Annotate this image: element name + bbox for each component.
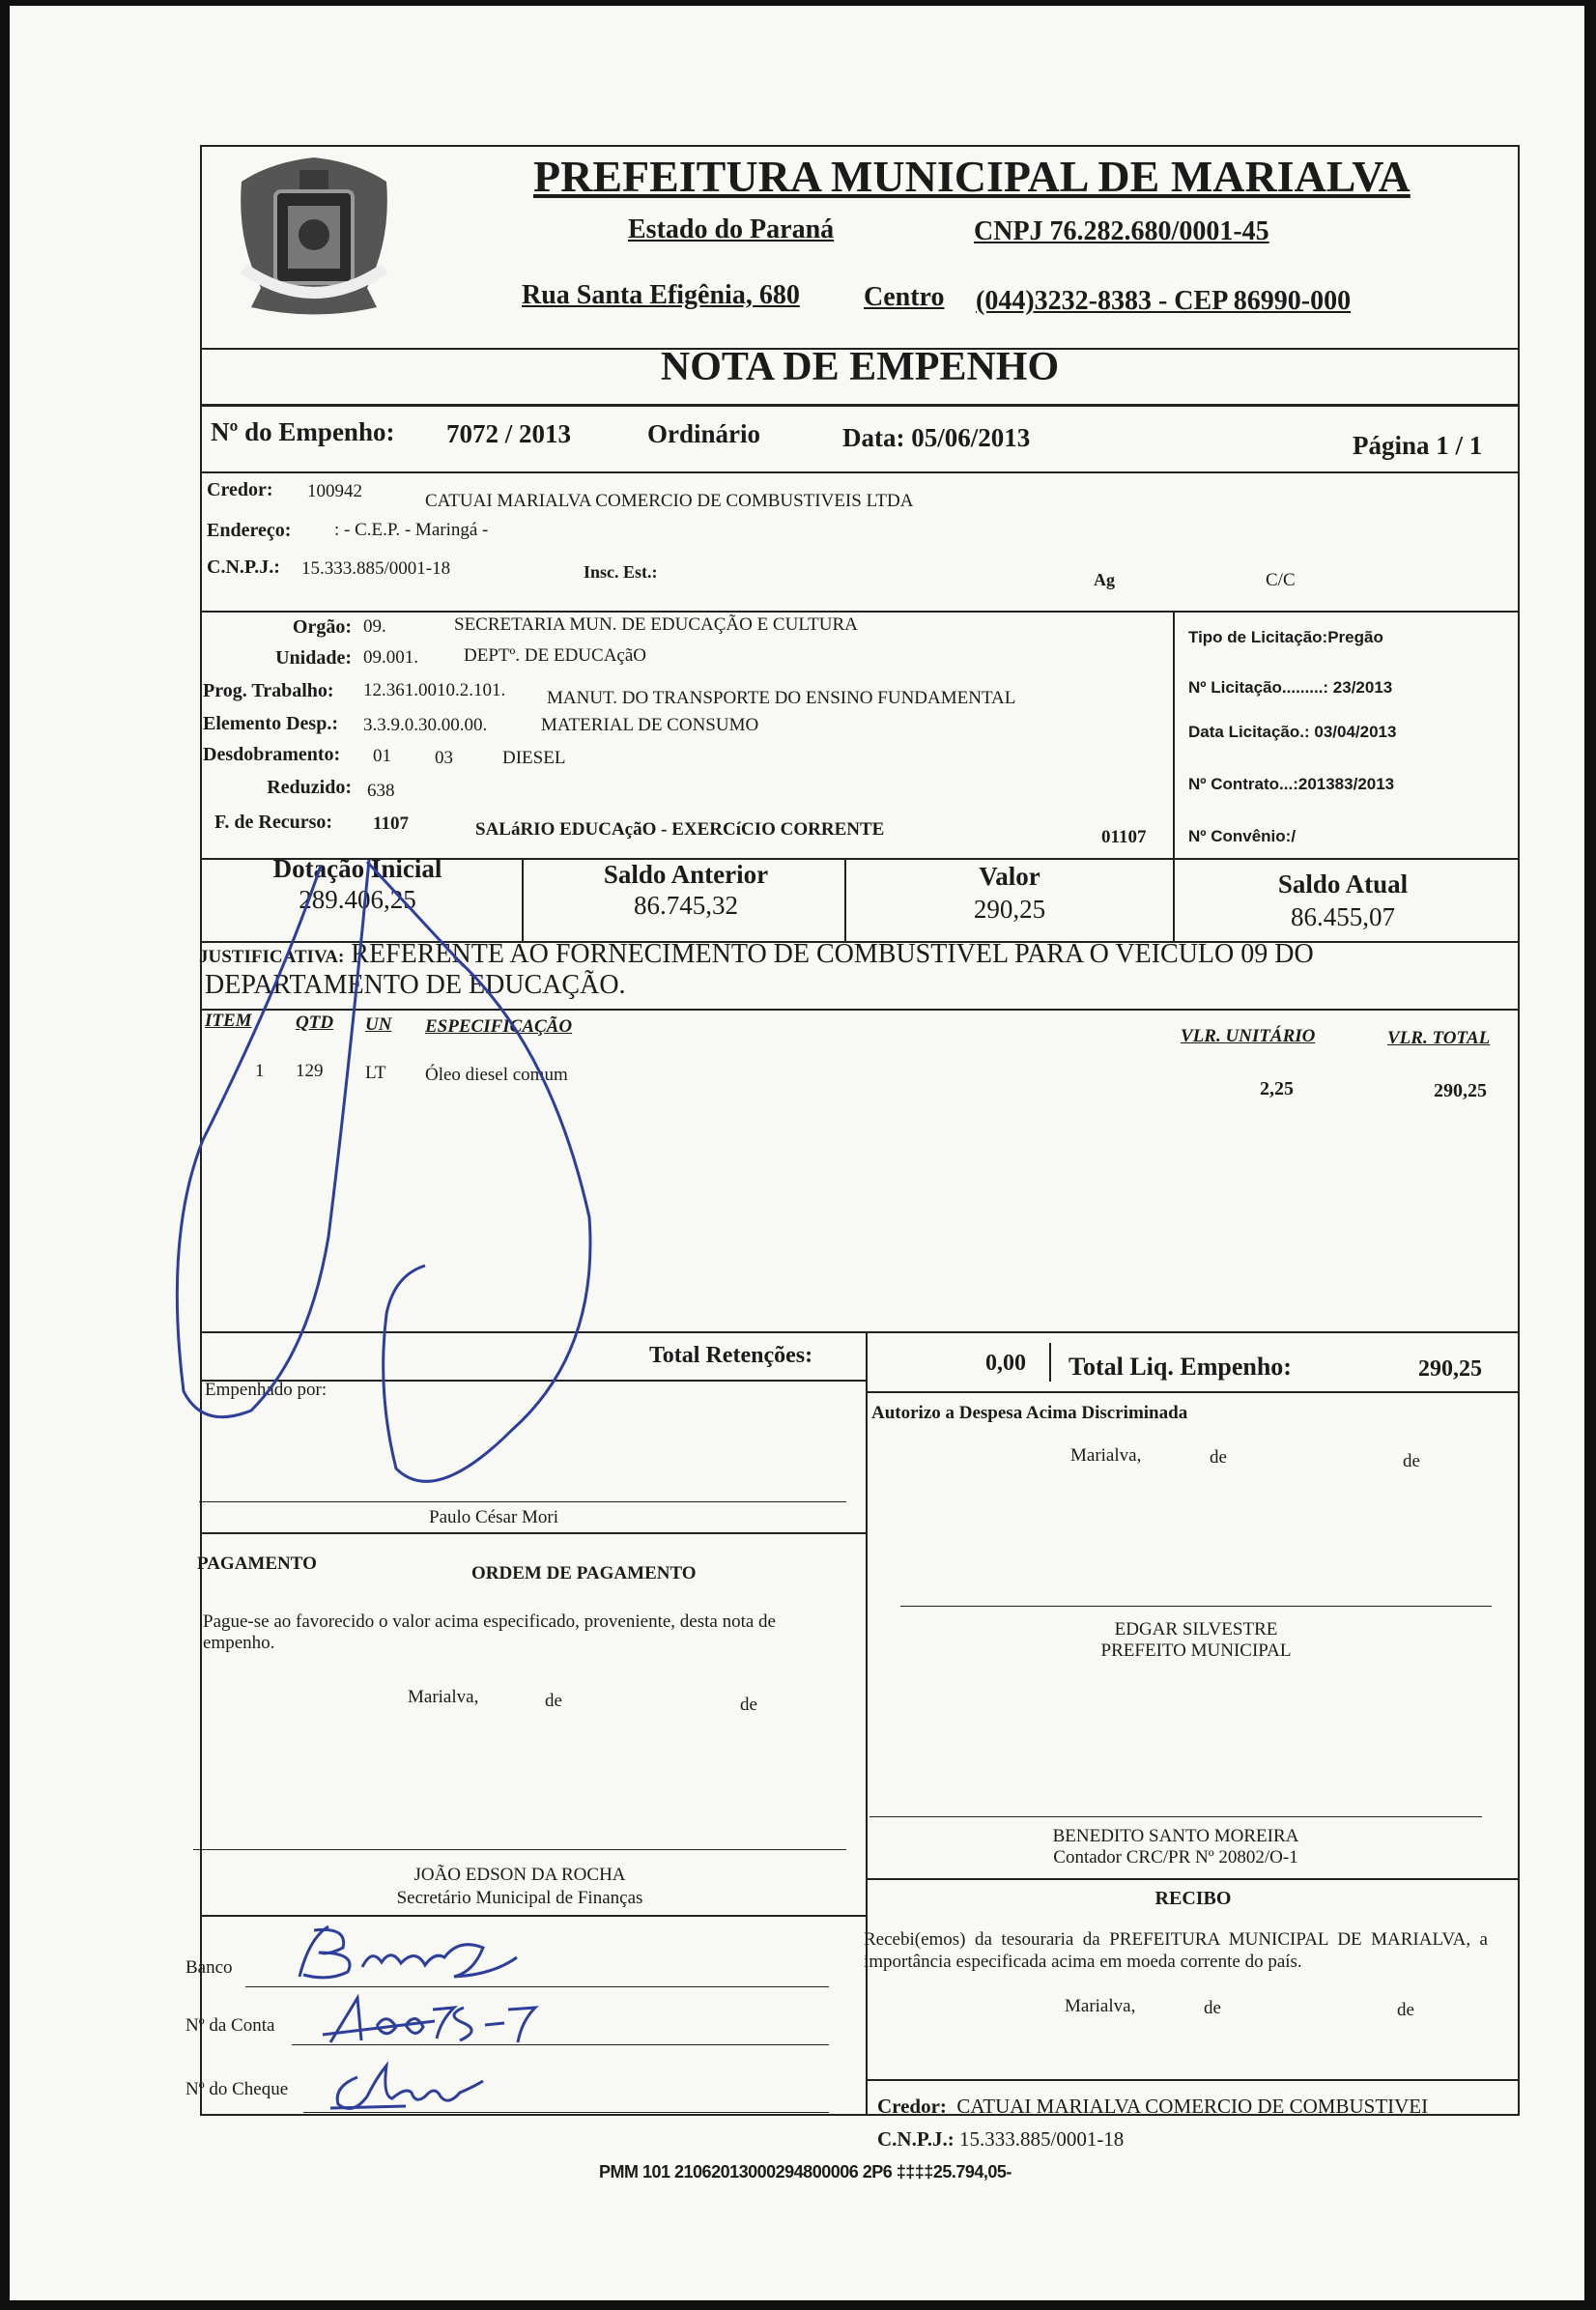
valor-value: 290,25: [973, 895, 1046, 924]
recibo-credor-name: CATUAI MARIALVA COMERCIO DE COMBUSTIVEI: [956, 2095, 1429, 2118]
recibo-credor-label: Credor:: [877, 2095, 947, 2118]
desdobramento-a: 01: [373, 746, 391, 766]
address-value: : - C.E.P. - Maringá -: [334, 520, 489, 540]
empenho-date: Data: 05/06/2013: [842, 423, 1031, 452]
saldo-atual-label: Saldo Atual: [1277, 870, 1409, 898]
saldo-atual-value: 86.455,07: [1291, 902, 1395, 931]
prefeito-role: PREFEITO MUNICIPAL: [1100, 1640, 1292, 1661]
recibo-title: RECIBO: [1154, 1888, 1232, 1909]
credor-code: 100942: [307, 481, 362, 501]
credor-label: Credor:: [207, 479, 273, 500]
justificativa-text-1: REFERENTE AO FORNECIMENTO DE COMBUSTIVEL PARA O VEICULO 09 DO: [351, 939, 1314, 969]
banco-line: [245, 1986, 829, 1987]
reduzido-code: 638: [367, 781, 395, 801]
credor-name: CATUAI MARIALVA COMERCIO DE COMBUSTIVEIS LTDA: [425, 491, 914, 511]
ink-strike-mark: [145, 850, 647, 1546]
convenio-number: Nº Convênio:/: [1188, 827, 1297, 845]
pagamento-de-1: de: [545, 1691, 562, 1711]
prog-name: MANUT. DO TRANSPORTE DO ENSINO FUNDAMENTAL: [547, 688, 1016, 708]
contador-role: Contador CRC/PR Nº 20802/O-1: [1053, 1847, 1298, 1868]
document-title: NOTA DE EMPENHO: [660, 345, 1060, 389]
elemento-code: 3.3.9.0.30.00.00.: [363, 715, 488, 735]
liquido-value: 290,25: [1418, 1356, 1482, 1382]
licitacao-numero: Nº Licitação.........: 23/2013: [1188, 678, 1393, 697]
recibo-cnpj: 15.333.885/0001-18: [958, 2127, 1125, 2151]
empenho-number-label: Nº do Empenho:: [211, 417, 395, 446]
divider: [200, 404, 1520, 407]
column-divider: [1049, 1343, 1051, 1382]
recibo-city: Marialva,: [1065, 1996, 1136, 2016]
divider: [867, 2079, 1520, 2081]
municipal-seal: [232, 153, 396, 322]
scan-edge-bottom: [0, 2300, 1596, 2310]
credor-cnpj: 15.333.885/0001-18: [301, 558, 451, 579]
pagamento-de-2: de: [740, 1695, 757, 1715]
handwritten-banco: [290, 1919, 522, 1986]
divider: [200, 471, 1520, 473]
column-divider: [1173, 611, 1175, 860]
recurso-code: 1107: [373, 813, 409, 834]
prefeito-name: EDGAR SILVESTRE: [1114, 1619, 1278, 1640]
retencoes-label: Total Retenções:: [649, 1343, 813, 1368]
col-especificacao: ESPECIFICAÇÃO: [425, 1016, 573, 1037]
desdobramento-name: DIESEL: [502, 748, 566, 768]
desdobramento-b: 03: [435, 748, 453, 768]
contrato-number: Nº Contrato...:201383/2013: [1188, 775, 1395, 793]
agency-label: Ag: [1094, 570, 1115, 589]
orgao-label: Orgão:: [292, 616, 352, 638]
justificativa-label: JUSTIFICATIVA:: [199, 947, 345, 967]
recibo-cnpj-line: [877, 2127, 1124, 2152]
recibo-credor-line: [877, 2095, 1428, 2119]
licitacao-tipo: Tipo de Licitação:Pregão: [1188, 628, 1383, 646]
recibo-de-2: de: [1397, 2000, 1414, 2020]
desdobramento-label: Desdobramento:: [203, 744, 341, 765]
row-vlr-total: 290,25: [1434, 1080, 1487, 1101]
divider: [867, 1391, 1520, 1393]
row-item: 1: [255, 1061, 265, 1081]
signature-line: [193, 1849, 846, 1850]
city-hall-cnpj: CNPJ 76.282.680/0001-45: [974, 216, 1269, 246]
secretario-name: JOÃO EDSON DA ROCHA: [413, 1865, 626, 1885]
divider: [200, 611, 1520, 613]
ordem-pagamento-title: ORDEM DE PAGAMENTO: [471, 1563, 697, 1583]
unidade-code: 09.001.: [363, 647, 418, 668]
prog-code: 12.361.0010.2.101.: [363, 680, 506, 700]
handwritten-cheque: [328, 2058, 493, 2116]
scan-edge-top: [0, 0, 1596, 6]
prog-label: Prog. Trabalho:: [203, 680, 334, 701]
district: Centro: [864, 282, 945, 312]
col-vlr-total: VLR. TOTAL: [1387, 1028, 1491, 1048]
recurso-name: SALáRIO EDUCAçãO - EXERCíCIO CORRENTE: [475, 819, 885, 840]
cheque-label: Nº do Cheque: [185, 2079, 289, 2099]
insc-est-label: Insc. Est.:: [584, 562, 658, 582]
row-qtd: 129: [296, 1061, 324, 1081]
recurso-label: F. de Recurso:: [214, 812, 333, 833]
phone-cep: (044)3232-8383 - CEP 86990-000: [976, 286, 1352, 316]
page-number: Página 1 / 1: [1353, 431, 1483, 460]
credor-cnpj-label: C.N.P.J.:: [207, 556, 280, 578]
elemento-label: Elemento Desp.:: [203, 713, 338, 734]
saldo-anterior-label: Saldo Anterior: [603, 860, 769, 889]
contador-name: BENEDITO SANTO MOREIRA: [1052, 1826, 1299, 1846]
empenhado-name: Paulo César Mori: [429, 1507, 559, 1527]
account-label: C/C: [1266, 570, 1296, 590]
divider: [867, 1878, 1520, 1880]
dotacao-label: Dotação Inicial: [272, 854, 442, 883]
autorizo-title: Autorizo a Despesa Acima Discriminada: [871, 1403, 1188, 1423]
empenhado-label: Empenhado por:: [205, 1380, 328, 1400]
signature-line: [900, 1606, 1492, 1607]
unidade-label: Unidade:: [275, 647, 352, 669]
recibo-de-1: de: [1204, 1998, 1221, 2018]
unidade-name: DEPTº. DE EDUCAçãO: [464, 645, 646, 666]
row-especificacao: Óleo diesel comum: [425, 1065, 568, 1085]
autorizo-de-2: de: [1403, 1451, 1420, 1471]
orgao-code: 09.: [363, 616, 386, 637]
address-label: Endereço:: [207, 520, 292, 541]
liquido-label: Total Liq. Empenho:: [1069, 1353, 1292, 1381]
pagamento-text: Pague-se ao favorecido o valor acima especificado, proveniente, desta nota de empenho.: [203, 1611, 776, 1653]
column-divider: [866, 1331, 868, 1393]
retencoes-value: 0,00: [985, 1351, 1026, 1376]
column-divider: [1173, 858, 1175, 941]
column-divider: [844, 858, 846, 941]
conta-label: Nº da Conta: [185, 2015, 275, 2036]
handwritten-conta: [319, 1992, 541, 2050]
autorizo-de-1: de: [1210, 1447, 1227, 1468]
street-address: Rua Santa Efigênia, 680: [522, 280, 800, 310]
signature-line: [869, 1816, 1482, 1817]
state-label: Estado do Paraná: [628, 214, 835, 244]
pagamento-label: PAGAMENTO: [197, 1554, 317, 1574]
col-un: UN: [365, 1014, 392, 1035]
col-qtd: QTD: [296, 1012, 334, 1033]
pagamento-city: Marialva,: [408, 1687, 479, 1707]
row-vlr-unitario: 2,25: [1260, 1078, 1294, 1099]
reduzido-label: Reduzido:: [267, 777, 352, 798]
scan-edge-right: [1584, 0, 1596, 2310]
scan-edge-left: [0, 0, 10, 2310]
justificativa-text-2: DEPARTAMENTO DE EDUCAÇÃO.: [205, 970, 626, 1000]
col-item: ITEM: [205, 1011, 252, 1031]
empenho-type: Ordinário: [647, 419, 761, 448]
recibo-cnpj-label: C.N.P.J.:: [877, 2127, 955, 2151]
secretario-role: Secretário Municipal de Finanças: [396, 1888, 643, 1908]
city-hall-title: PREFEITURA MUNICIPAL DE MARIALVA: [533, 152, 1411, 201]
elemento-name: MATERIAL DE CONSUMO: [541, 715, 759, 735]
footer-code: PMM 101 21062013000294800006 2P6 ‡‡‡‡25.794,05-: [599, 2162, 1012, 2182]
dotacao-value: 289.406,25: [299, 885, 416, 914]
banco-label: Banco: [185, 1957, 233, 1978]
valor-label: Valor: [979, 862, 1040, 891]
col-vlr-unitario: VLR. UNITÁRIO: [1181, 1026, 1316, 1046]
licitacao-data: Data Licitação.: 03/04/2013: [1188, 723, 1397, 741]
recurso-code-2: 01107: [1101, 827, 1147, 847]
recibo-text: Recebi(emos) da tesouraria da PREFEITURA MUNICIPAL DE MARIALVA, a importância especificada acima em moeda corrente do país.: [864, 1929, 1488, 1972]
orgao-name: SECRETARIA MUN. DE EDUCAÇÃO E CULTURA: [454, 614, 858, 635]
divider: [200, 1915, 867, 1917]
saldo-anterior-value: 86.745,32: [634, 891, 738, 920]
column-divider: [866, 1391, 868, 2116]
autorizo-city: Marialva,: [1070, 1445, 1142, 1466]
row-un: LT: [365, 1063, 386, 1083]
empenho-number: 7072 / 2013: [446, 419, 572, 448]
